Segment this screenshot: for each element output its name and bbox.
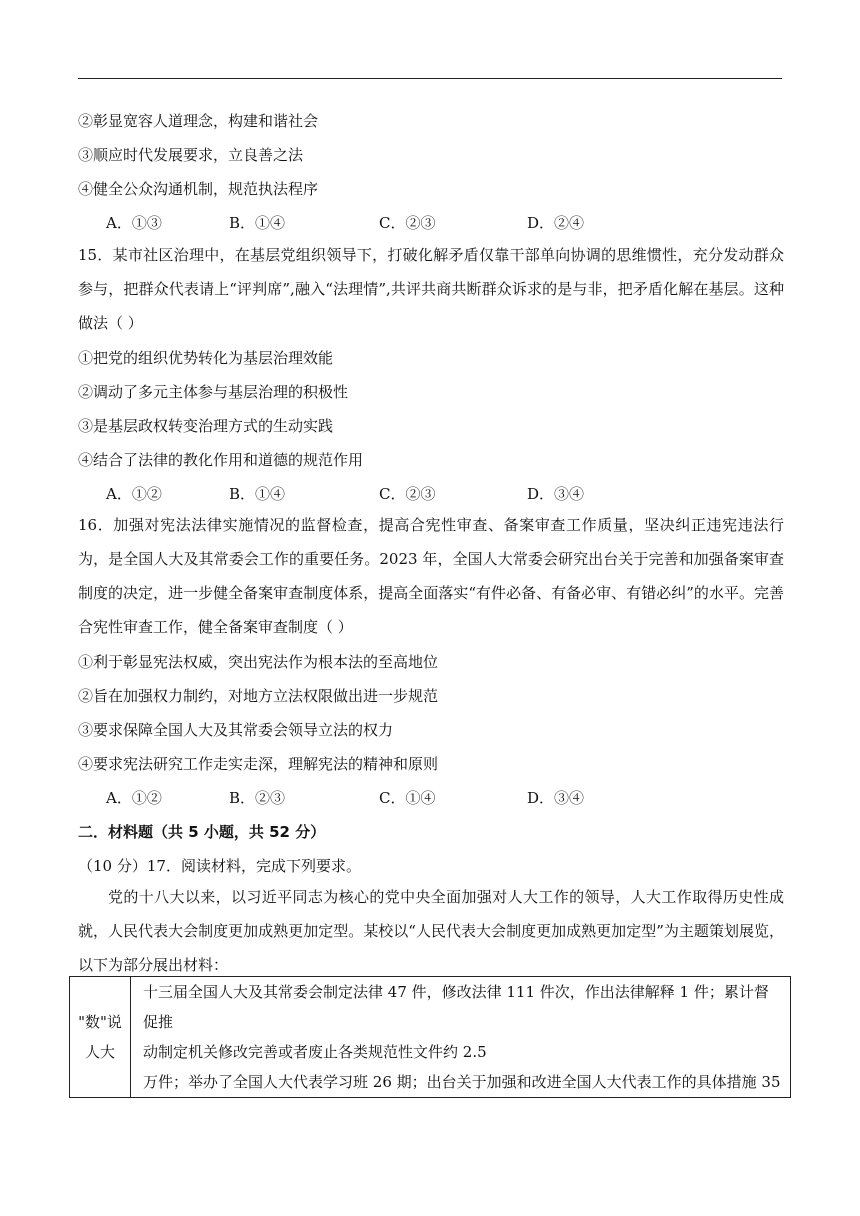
q16-item-1: ①利于彰显宪法权威，突出宪法作为根本法的至高地位: [78, 653, 439, 671]
q14-option-c[interactable]: C．②③: [379, 214, 436, 232]
table-body-cell: [131, 977, 791, 1098]
q14-option-d[interactable]: D．②④: [527, 214, 585, 232]
q14-item-2: ②彰显宽容人道理念，构建和谐社会: [78, 112, 319, 130]
q14-item-3: ③顺应时代发展要求，立良善之法: [78, 146, 304, 164]
q15-item-4: ④结合了法律的教化作用和道德的规范作用: [78, 451, 364, 469]
table-body-line-1: 十三届全国人大及其常委会制定法律 47 件，修改法律 111 件次，作出法律解释 1 件；累计督促推: [143, 983, 769, 1031]
section-title: 二．材料题（共 5 小题，共 52 分）: [78, 823, 326, 841]
table-body-line-3: 万件；举办了全国人大代表学习班 26 期；出台关于加强和改进全国人大代表工作的具体措施 35: [143, 1073, 781, 1091]
table-body-line-2: 动制定机关修改完善或者废止各类规范性文件约 2.5: [143, 1043, 487, 1061]
q16-option-c[interactable]: C．①④: [379, 789, 436, 807]
header-rule: [78, 78, 782, 79]
q16-item-4: ④要求宪法研究工作走实走深，理解宪法的精神和原则: [78, 755, 439, 773]
q14-option-b[interactable]: B．①④: [229, 214, 286, 232]
q17-header: （10 分）17．阅读材料，完成下列要求。: [78, 857, 361, 875]
table-head-line-1: "数"说: [78, 1013, 122, 1031]
q15-option-b[interactable]: B．①④: [229, 485, 286, 503]
q16-option-b[interactable]: B．②③: [229, 789, 286, 807]
q15-option-c[interactable]: C．②③: [379, 485, 436, 503]
q15-item-1: ①把党的组织优势转化为基层治理效能: [78, 349, 334, 367]
table-row: [70, 977, 791, 1098]
table-head-cell: [70, 977, 131, 1098]
table-head-line-2: 人大: [84, 1043, 115, 1061]
q16-item-2: ②旨在加强权力制约，对地方立法权限做出进一步规范: [78, 687, 439, 705]
q14-item-4: ④健全公众沟通机制，规范执法程序: [78, 180, 319, 198]
q15-stem: 15．某市社区治理中，在基层党组织领导下，打破化解矛盾仅靠干部单向协调的思维惯性，充分发动群众参与，把群众代表请上“评判席”,融入“法理情”,共评共商共断群众诉求的是与非，把矛盾化解在基层。这种做法（ ）: [78, 246, 784, 332]
q14-option-a[interactable]: A．①③: [106, 214, 162, 232]
q15-option-d[interactable]: D．③④: [527, 485, 585, 503]
q15-item-2: ②调动了多元主体参与基层治理的积极性: [78, 383, 349, 401]
q16-stem: 16．加强对宪法法律实施情况的监督检查，提高合宪性审查、备案审查工作质量，坚决纠正违宪违法行为，是全国人大及其常委会工作的重要任务。2023 年，全国人大常委会研究出台关于完善和加强备案审查制度的决定，进一步健全备案审查制度体系，提高全面落实“有件必备、有备必审、有错必纠”的水平。完善合宪性审查工作，健全备案审查制度（ ）: [78, 516, 784, 636]
q15-item-3: ③是基层政权转变治理方式的生动实践: [78, 417, 334, 435]
material-table: [69, 976, 791, 1098]
q16-item-3: ③要求保障全国人大及其常委会领导立法的权力: [78, 721, 394, 739]
q16-option-d[interactable]: D．③④: [527, 789, 585, 807]
q16-option-a[interactable]: A．①②: [106, 789, 162, 807]
q17-material: 党的十八大以来，以习近平同志为核心的党中央全面加强对人大工作的领导，人大工作取得历史性成就，人民代表大会制度更加成熟更加定型。某校以“人民代表大会制度更加成熟更加定型”为主题策划展览，以下为部分展出材料：: [78, 888, 784, 974]
q15-option-a[interactable]: A．①②: [106, 485, 162, 503]
